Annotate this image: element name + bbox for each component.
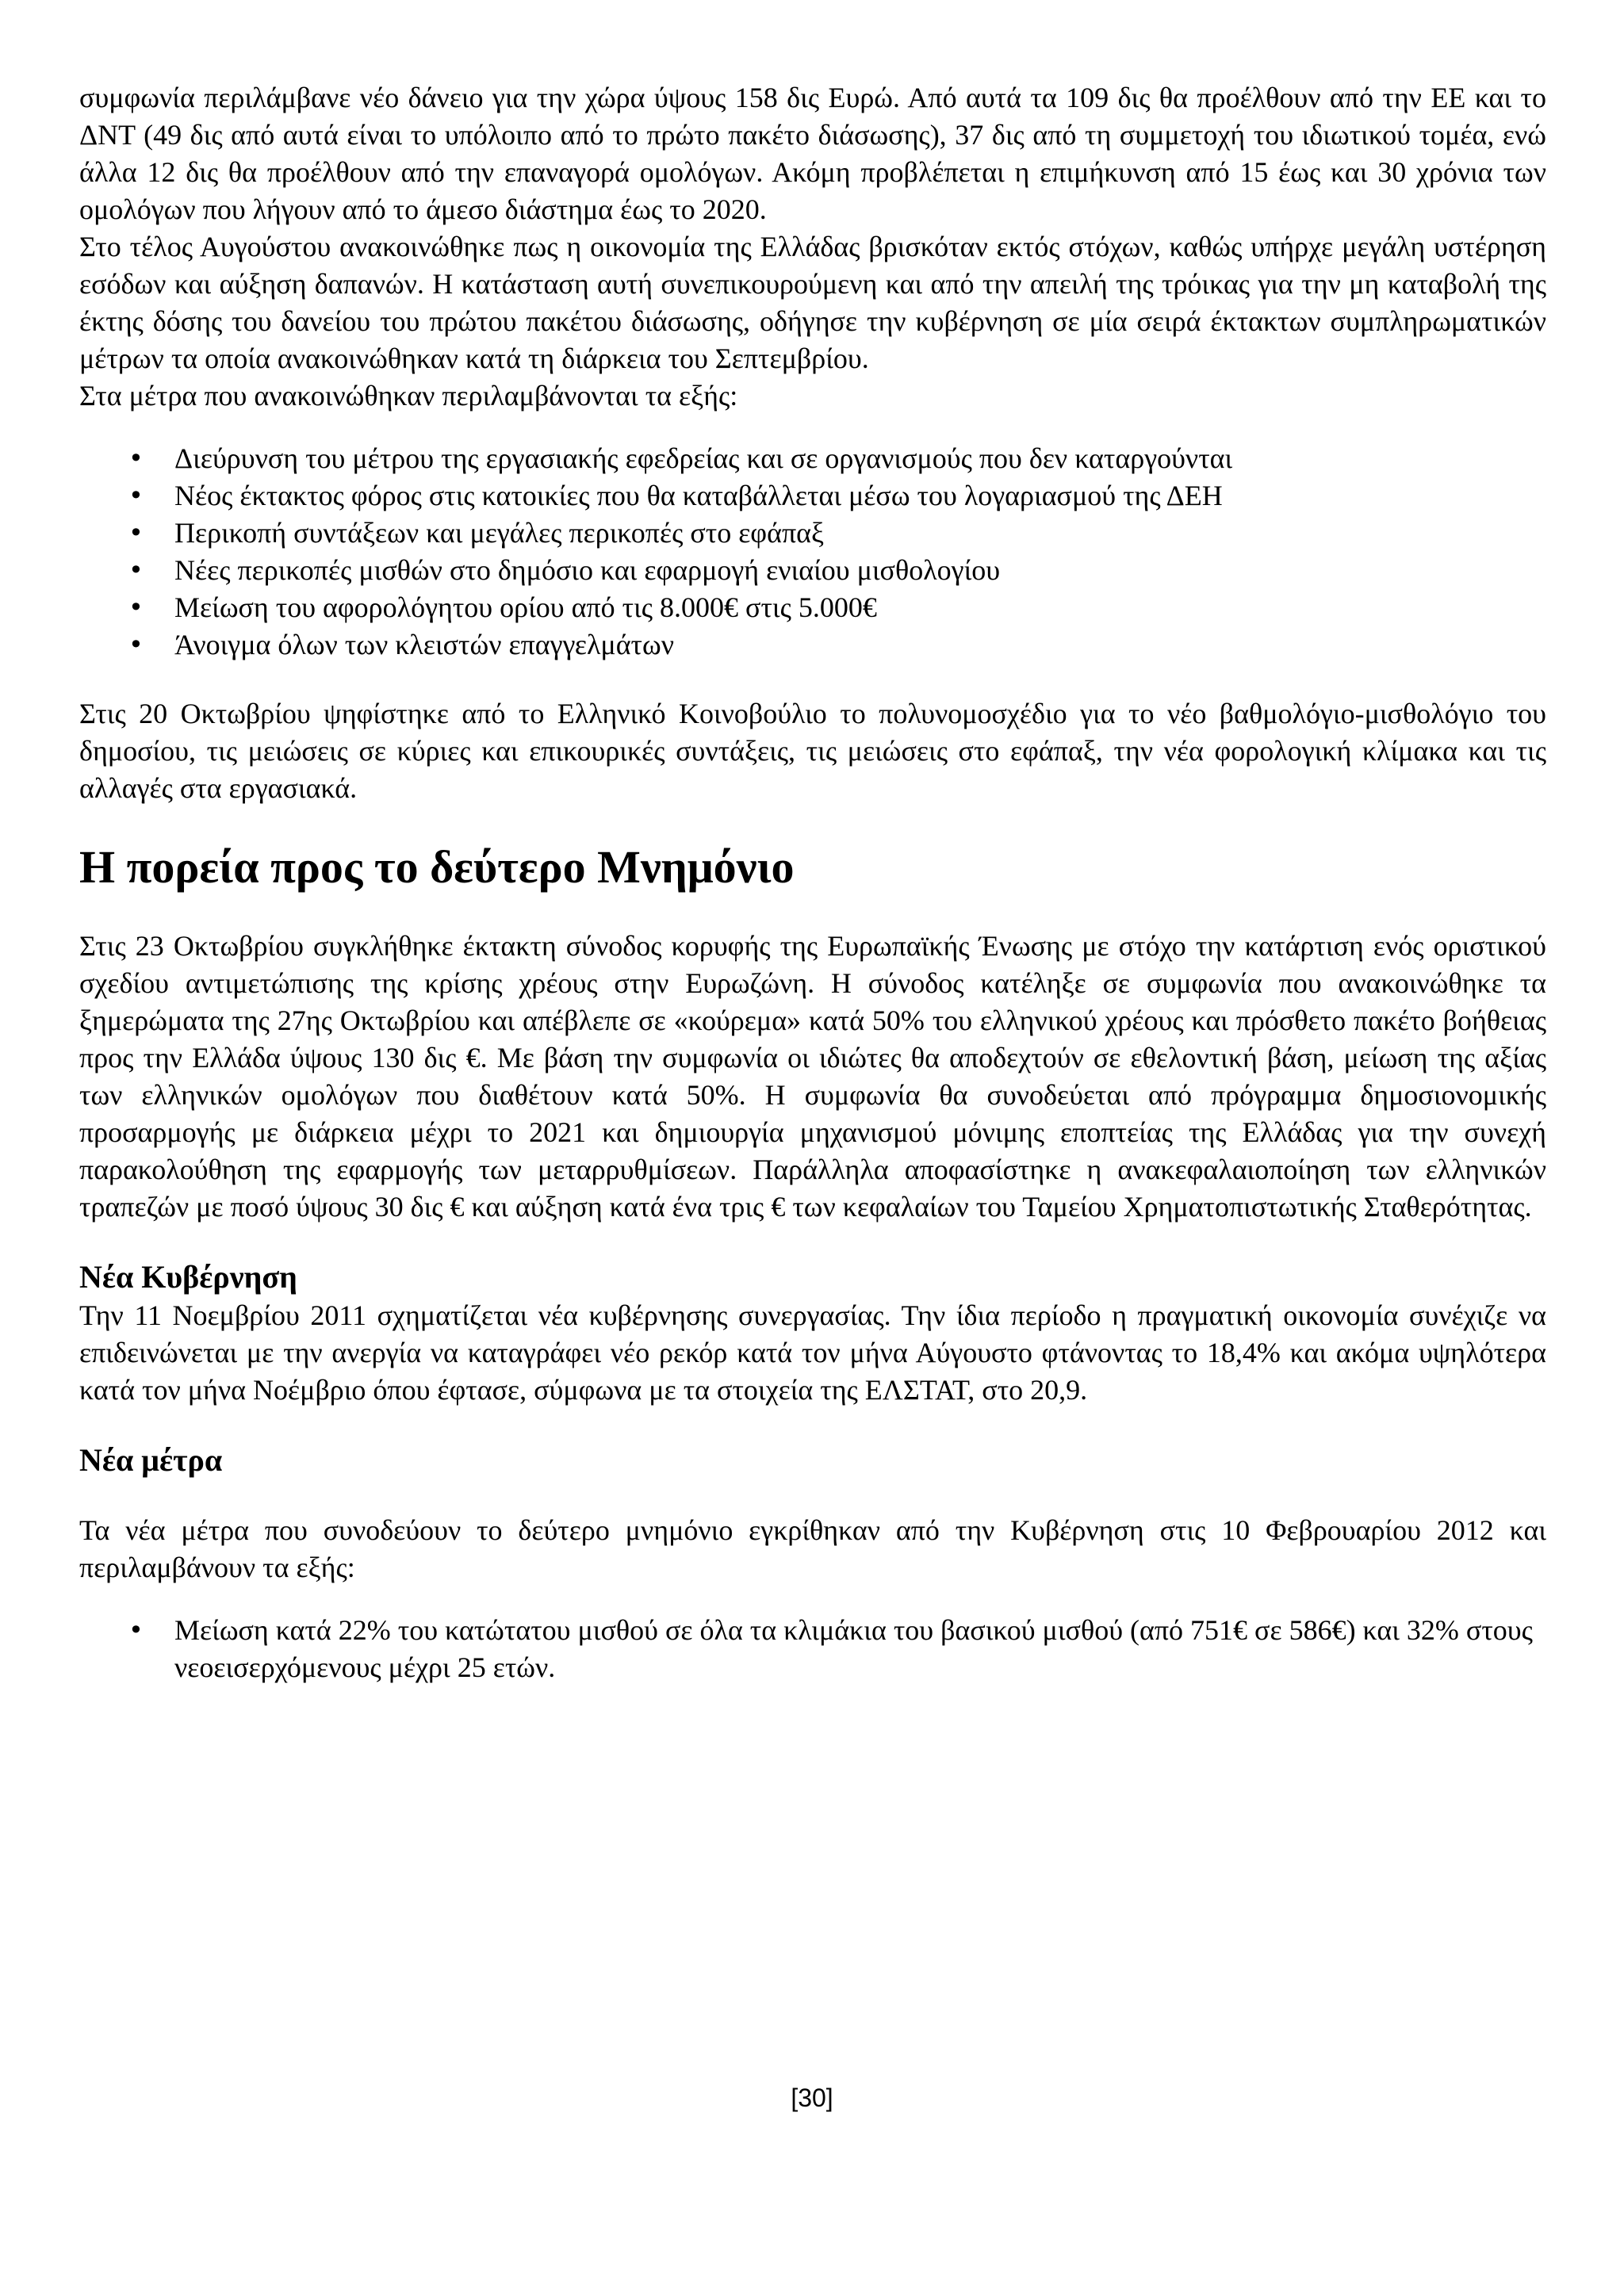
bullet-icon: •: [128, 555, 144, 585]
list-item: • Μείωση του αφορολόγητου ορίου από τις 8.000€ στις 5.000€: [79, 589, 1546, 626]
section-heading-new-measures: Νέα μέτρα: [79, 1442, 223, 1478]
list-item: • Μείωση κατά 22% του κατώτατου μισθού σε όλα τα κλιμάκια του βασικού μισθού (από 751€ σε 586€) και 32% στους νεοεισερχόμενους μέχρι 25 ετών.: [79, 1612, 1546, 1686]
paragraph-new-measures: Τα νέα μέτρα που συνοδεύουν το δεύτερο μνημόνιο εγκρίθηκαν από την Κυβέρνηση στις 10 Φεβρουαρίου 2012 και περιλαμβάνουν τα εξής:: [79, 1514, 1546, 1583]
list-item: • Άνοιγμα όλων των κλειστών επαγγελμάτων: [79, 626, 1546, 664]
section-heading-second-memorandum: Η πορεία προς το δεύτερο Μνημόνιο: [79, 841, 795, 893]
paragraph-agreement: συμφωνία περιλάμβανε νέο δάνειο για την χώρα ύψους 158 δις Ευρώ. Από αυτά τα 109 δις θα προέλθουν από την ΕΕ και το ΔΝΤ (49 δις από αυτά είναι το υπόλοιπο από το πρώτο πακέτο διάσωσης), 37 δις από τη συμμετοχή του ιδιωτικού τομέα, ενώ άλλα 12 δις θα προέλθουν από την επαναγορά ομολόγων. Ακόμη προβλέπεται η επιμήκυνση από 15 έως και 30 χρόνια των ομολόγων που λήγουν από το άμεσο διάστημα έως το 2020.: [79, 82, 1546, 225]
new-measures-list: [79, 1612, 1546, 1686]
bullet-icon: •: [128, 518, 144, 548]
measures-list: [79, 440, 1546, 664]
document-page: [79, 79, 1546, 1686]
paragraph-measures-intro: Στα μέτρα που ανακοινώθηκαν περιλαμβάνονται τα εξής:: [79, 380, 738, 411]
page-number: [30]: [791, 2084, 833, 2112]
list-item: • Περικοπή συντάξεων και μεγάλες περικοπές στο εφάπαξ: [79, 515, 1546, 552]
bullet-icon: •: [128, 629, 144, 660]
bullet-icon: •: [128, 1615, 144, 1645]
paragraph-october-vote: Στις 20 Οκτωβρίου ψηφίστηκε από το Ελληνικό Κοινοβούλιο το πολυνομοσχέδιο για το νέο βαθμολόγιο-μισθολόγιο του δημοσίου, τις μειώσεις σε κύριες και επικουρικές συντάξεις, τις μειώσεις στο εφάπαξ, την νέα φορολογική κλίμακα και τις αλλαγές στα εργασιακά.: [79, 698, 1546, 804]
bullet-icon: •: [128, 443, 144, 473]
section-heading-new-government: Νέα Κυβέρνηση: [79, 1259, 297, 1295]
list-item: • Νέος έκτακτος φόρος στις κατοικίες που θα καταβάλλεται μέσω του λογαριασμού της ΔΕΗ: [79, 477, 1546, 515]
list-item: • Διεύρυνση του μέτρου της εργασιακής εφεδρείας και σε οργανισμούς που δεν καταργούνται: [79, 440, 1546, 477]
bullet-icon: •: [128, 592, 144, 622]
paragraph-august: Στο τέλος Αυγούστου ανακοινώθηκε πως η οικονομία της Ελλάδας βρισκόταν εκτός στόχων, καθώς υπήρχε μεγάλη υστέρηση εσόδων και αύξηση δαπανών. Η κατάσταση αυτή συνεπικουρούμενη και από την απειλή της τρόικας για την μη καταβολή της έκτης δόσης του δανείου του πρώτου πακέτου διάσωσης, οδήγησε την κυβέρνηση σε μία σειρά έκτακτων συμπληρωματικών μέτρων τα οποία ανακοινώθηκαν κατά τη διάρκεια του Σεπτεμβρίου.: [79, 231, 1546, 374]
paragraph-summit: Στις 23 Οκτωβρίου συγκλήθηκε έκτακτη σύνοδος κορυφής της Ευρωπαϊκής Ένωσης με στόχο την κατάρτιση ενός οριστικού σχεδίου αντιμετώπισης της κρίσης χρέους στην Ευρωζώνη. Η σύνοδος κατέληξε σε συμφωνία που ανακοινώθηκε τα ξημερώματα της 27ης Οκτωβρίου και απέβλεπε σε «κούρεμα» κατά 50% του ελληνικού χρέους και πρόσθετο πακέτο βοήθειας προς την Ελλάδα ύψους 130 δις €. Με βάση την συμφωνία οι ιδιώτες θα αποδεχτούν σε εθελοντική βάση, μείωση της αξίας των ελληνικών ομολόγων που διαθέτουν κατά 50%. Η συμφωνία θα συνοδεύεται από πρόγραμμα δημοσιονομικής προσαρμογής με διάρκεια μέχρι το 2021 και δημιουργία μηχανισμού μόνιμης εποπτείας της Ελλάδας για την συνεχή παρακολούθηση της εφαρμογής των μεταρρυθμίσεων. Παράλληλα αποφασίστηκε η ανακεφαλαιοποίηση των ελληνικών τραπεζών με ποσό ύψους 30 δις € και αύξηση κατά ένα τρις € των κεφαλαίων του Ταμείου Χρηματοπιστωτικής Σταθερότητας.: [79, 930, 1546, 1223]
paragraph-new-government: Την 11 Νοεμβρίου 2011 σχηματίζεται νέα κυβέρνησης συνεργασίας. Την ίδια περίοδο η πραγματική οικονομία συνέχιζε να επιδεινώνεται με την ανεργία να καταγράφει νέο ρεκόρ κατά τον μήνα Αύγουστο φτάνοντας το 18,4% και ακόμα υψηλότερα κατά τον μήνα Νοέμβριο όπου έφτασε, σύμφωνα με τα στοιχεία της ΕΛΣΤΑΤ, στο 20,9.: [79, 1299, 1546, 1406]
list-item: • Νέες περικοπές μισθών στο δημόσιο και εφαρμογή ενιαίου μισθολογίου: [79, 552, 1546, 589]
bullet-icon: •: [128, 480, 144, 511]
